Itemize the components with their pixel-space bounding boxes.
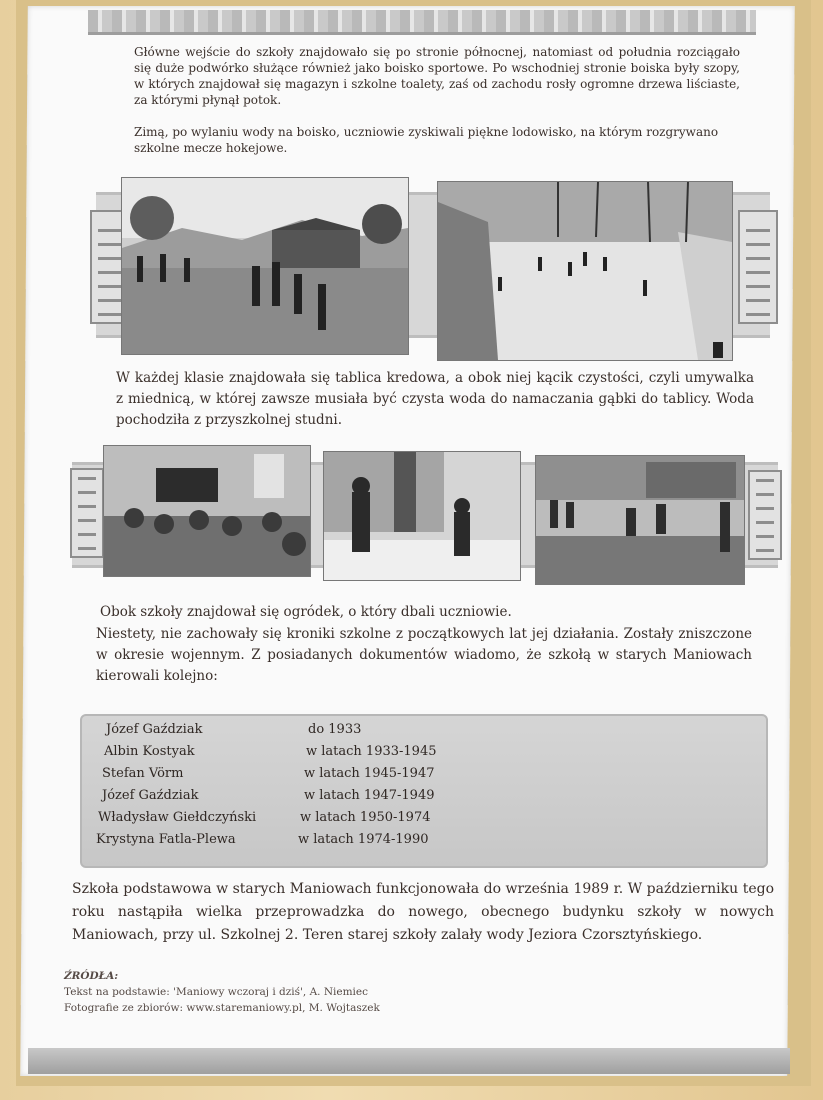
photo-ice-rink-hockey xyxy=(438,182,732,360)
sources-text-credit: Tekst na podstawie: 'Maniowy wczoraj i dziś', A. Niemiec xyxy=(64,986,369,998)
garden-paragraph: Obok szkoły znajdował się ogródek, o który dbali uczniowie. xyxy=(100,604,512,620)
intro-paragraph-2: Zimą, po wylaniu wody na boisko, uczniowie zyskiwali piękne lodowisko, na którym rozgrywano szkolne mecze hokejowe. xyxy=(134,125,719,155)
intro-paragraph-1: Główne wejście do szkoły znajdowało się po stronie północnej, natomiast od południa rozciągało się duże podwórko służące również jako boisko sportowe. Po wschodniej stronie boiska były szopy, w których znajdował się magazyn i szkolne toalety, zaś od zachodu rosły ogromne drzewa liściaste, za którymi płynął potok. xyxy=(134,45,740,107)
director-years: w latach 1974-1990 xyxy=(298,832,429,847)
director-name: Krystyna Fatla-Plewa xyxy=(96,832,236,847)
decorative-top-border xyxy=(88,10,756,35)
director-name: Władysław Giełdczyński xyxy=(98,810,257,825)
chronicle-paragraph: Niestety, nie zachowały się kroniki szkolne z początkowych lat jej działania. Zostały zniszczone w okresie wojennym. Z posiadanych dokumentów wiadomo, że szkołą w starych Maniowach kierowali kolejno: xyxy=(96,626,752,684)
director-years: w latach 1933-1945 xyxy=(306,744,437,759)
director-years: do 1933 xyxy=(308,722,362,737)
director-years: w latach 1945-1947 xyxy=(304,766,435,781)
director-years: w latach 1947-1949 xyxy=(304,788,435,803)
director-name: Józef Gaździak xyxy=(106,722,203,737)
greek-key-ornament-right-2 xyxy=(748,470,782,560)
greek-key-ornament-right xyxy=(738,210,778,324)
director-name: Stefan Vörm xyxy=(102,766,184,781)
sources-photo-credit: Fotografie ze zbiorów: www.staremaniowy.pl, M. Wojtaszek xyxy=(64,1002,380,1014)
photo-schoolyard-sports xyxy=(122,178,408,354)
directors-list xyxy=(80,714,768,868)
director-name: Albin Kostyak xyxy=(104,744,195,759)
decorative-bottom-band xyxy=(28,1048,790,1074)
photo-classroom xyxy=(104,446,310,576)
director-name: Józef Gaździak xyxy=(102,788,199,803)
closing-paragraph: Szkoła podstawowa w starych Maniowach funkcjonowała do września 1989 r. W październiku tego roku nastąpiła wielka przeprowadzka do nowego, obecnego budynku szkoły w nowych Maniowach, przy ul. Szkolnej 2. Teren starej szkoły zalały wody Jeziora Czorsztyńskiego. xyxy=(72,881,774,943)
sources-section xyxy=(64,968,380,1016)
photo-school-garden xyxy=(536,456,744,584)
greek-key-ornament-left-2 xyxy=(70,468,104,558)
director-years: w latach 1950-1974 xyxy=(300,810,431,825)
photo-children-in-snow xyxy=(324,452,520,580)
classroom-paragraph: W każdej klasie znajdowała się tablica kredowa, a obok niej kącik czystości, czyli umywalka z miednicą, w której zawsze musiała być czysta woda do namaczania gąbki do tablicy. Woda pochodziła z przyszkolnej studni. xyxy=(116,370,754,428)
sources-heading: ŹRÓDŁA: xyxy=(64,970,119,982)
